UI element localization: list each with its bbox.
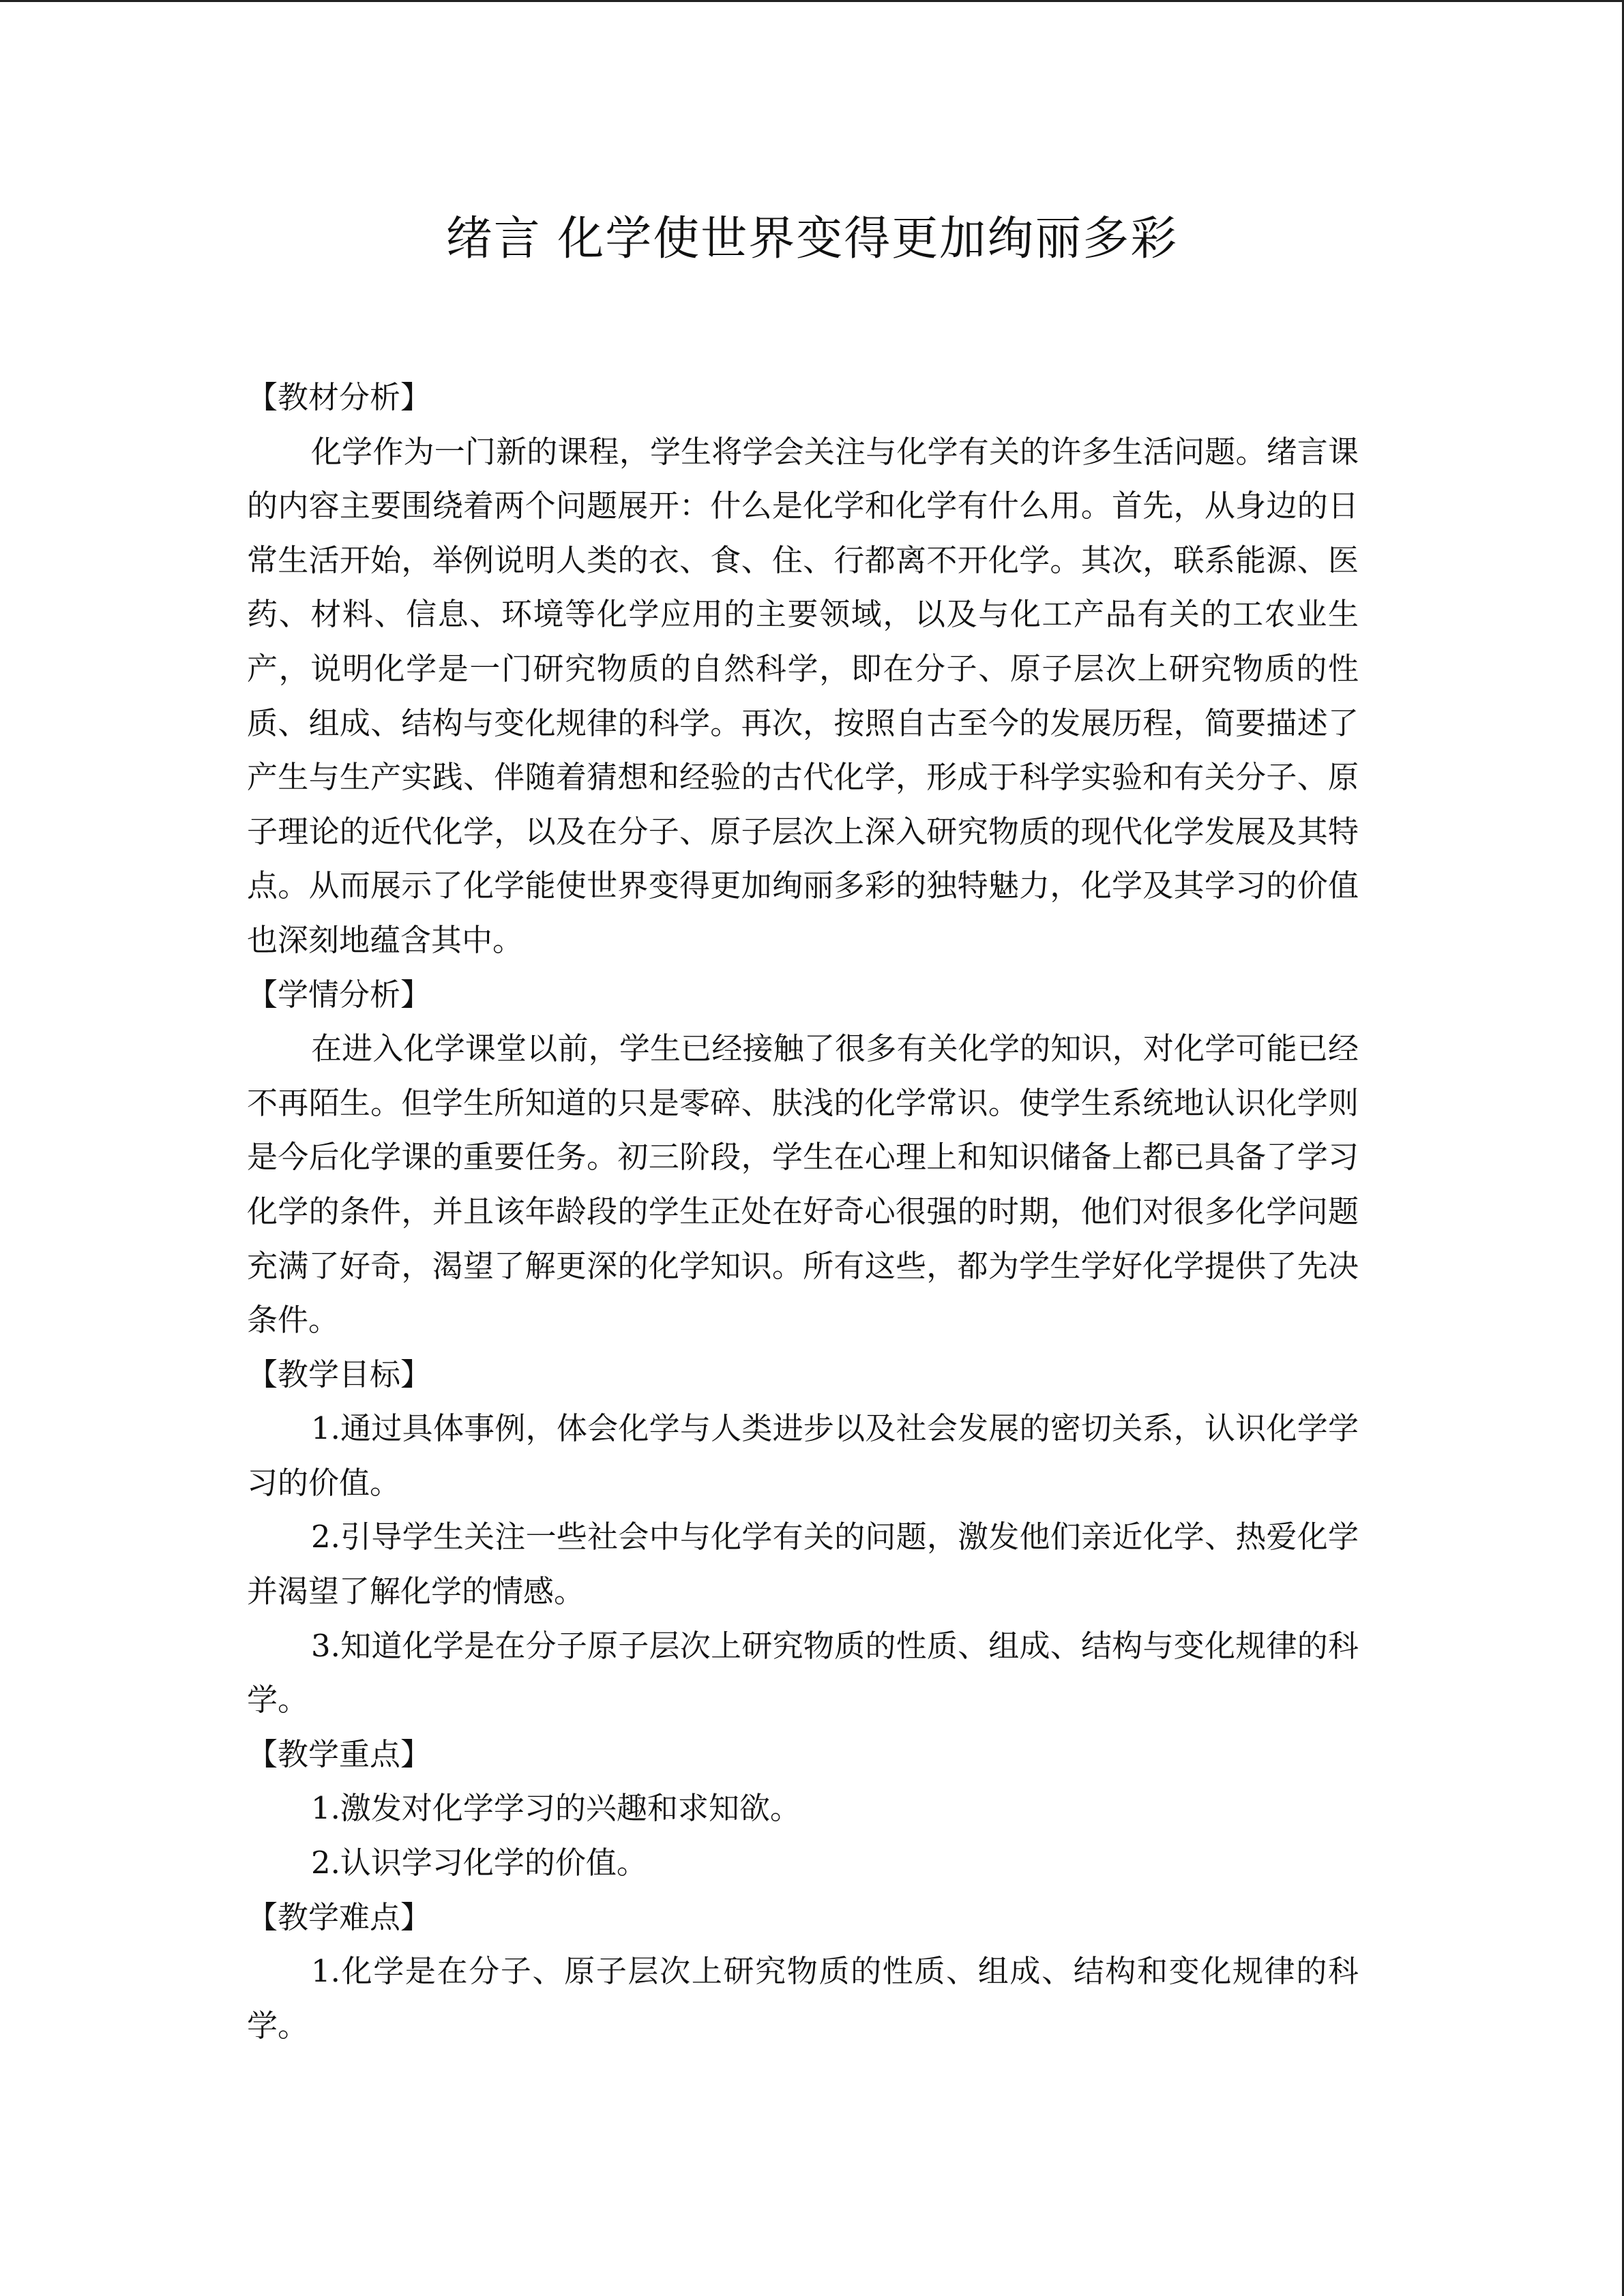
section-heading-difficulties: 【教学难点】 [247, 1898, 432, 1935]
objective-item: 2.引导学生关注一些社会中与化学有关的问题，激发他们亲近化学、热爱化学并渴望了解化学的情感。 [247, 1519, 1359, 1610]
objective-item: 3.知道化学是在分子原子层次上研究物质的性质、组成、结构与变化规律的科学。 [247, 1627, 1359, 1718]
page-top-border [0, 0, 1624, 2]
objective-item: 1.通过具体事例，体会化学与人类进步以及社会发展的密切关系，认识化学学习的价值。 [247, 1410, 1359, 1501]
difficulty-item: 1.化学是在分子、原子层次上研究物质的性质、组成、结构和变化规律的科学。 [247, 1953, 1359, 2044]
key-point-item: 2.认识学习化学的价值。 [311, 1845, 647, 1881]
textbook-analysis-paragraph: 化学作为一门新的课程，学生将学会关注与化学有关的许多生活问题。绪言课的内容主要围绕着两个问题展开：什么是化学和化学有什么用。首先，从身边的日常生活开始，举例说明人类的衣、食、住、行都离不开化学。其次，联系能源、医药、材料、信息、环境等化学应用的主要领域，以及与化工产品有关的工农业生产，说明化学是一门研究物质的自然科学，即在分子、原子层次上研究物质的性质、组成、结构与变化规律的科学。再次，按照自古至今的发展历程，简要描述了产生与生产实践、伴随着猜想和经验的古代化学，形成于科学实验和有关分子、原子理论的近代化学，以及在分子、原子层次上深入研究物质的现代化学发展及其特点。从而展示了化学能使世界变得更加绚丽多彩的独特魅力，化学及其学习的价值也深刻地蕴含其中。 [247, 433, 1359, 958]
key-point-item: 1.激发对化学学习的兴趣和求知欲。 [311, 1790, 801, 1827]
section-heading-key-points: 【教学重点】 [247, 1735, 432, 1772]
section-heading-textbook-analysis: 【教材分析】 [247, 379, 432, 415]
section-heading-student-analysis: 【学情分析】 [247, 976, 432, 1013]
page-title: 绪言 化学使世界变得更加绚丽多彩 [445, 212, 1179, 266]
document-body [247, 370, 1359, 2053]
student-analysis-paragraph: 在进入化学课堂以前，学生已经接触了很多有关化学的知识，对化学可能已经不再陌生。但学生所知道的只是零碎、肤浅的化学常识。使学生系统地认识化学则是今后化学课的重要任务。初三阶段，学生在心理上和知识储备上都已具备了学习化学的条件，并且该年龄段的学生正处在好奇心很强的时期，他们对很多化学问题充满了好奇，渴望了解更深的化学知识。所有这些，都为学生学好化学提供了先决条件。 [247, 1030, 1359, 1339]
section-heading-objectives: 【教学目标】 [247, 1356, 432, 1392]
